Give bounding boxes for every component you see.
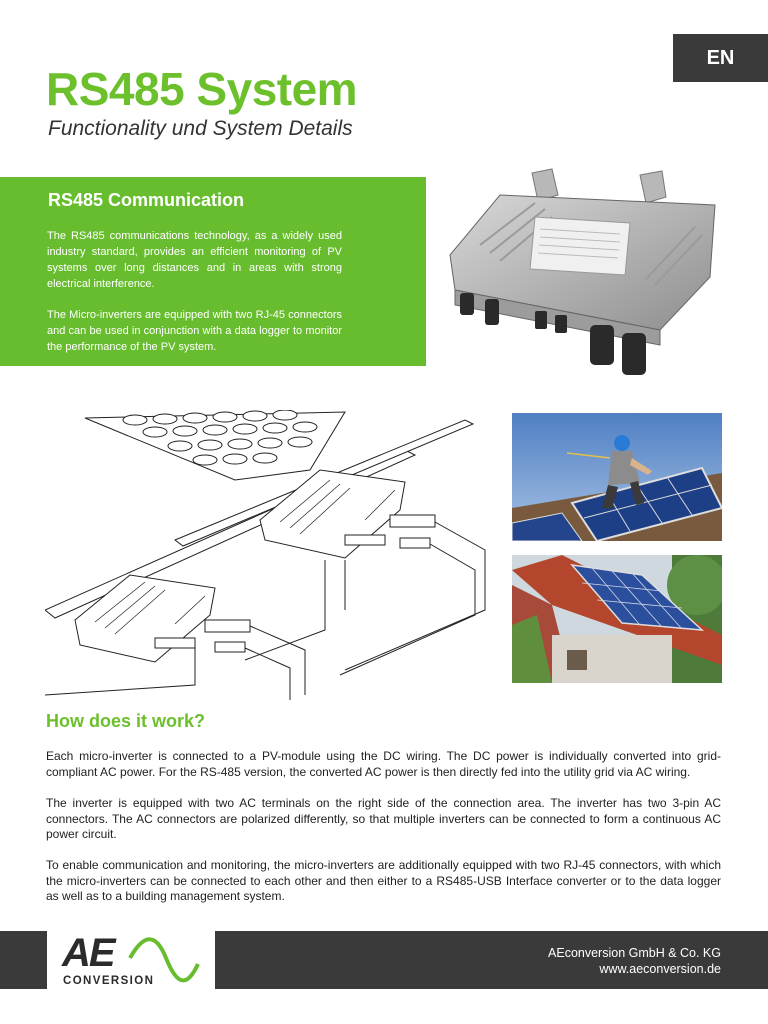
aeconversion-logo xyxy=(58,928,203,992)
how-paragraph-3: To enable communication and monitoring, the micro-inverters are additionally equipped with two RJ-45 connectors, with which the micro-inverters can be connected to each other and then either to a RS485-USB Interface converter or to the data logger as well as to a building management system. xyxy=(46,858,721,903)
page-subtitle: Functionality und System Details xyxy=(48,117,353,140)
installer-on-roof-photo xyxy=(512,413,722,541)
logo-subtext: CONVERSION xyxy=(63,975,155,987)
how-paragraph-1: Each micro-inverter is connected to a PV-module using the DC wiring. The DC power is individually converted into grid-compliant AC power. For the RS-485 version, the converted AC power is then directly fed into the utility grid via AC wiring. xyxy=(46,749,721,779)
logo-text: AE xyxy=(62,931,114,975)
how-does-it-work-heading: How does it work? xyxy=(46,711,206,731)
footer-left-bar xyxy=(0,931,47,989)
footer-company-name: AEconversion GmbH & Co. KG xyxy=(548,946,721,960)
page-title: RS485 System xyxy=(46,63,358,115)
house-with-solar-roof-photo xyxy=(512,555,722,683)
micro-inverter-photo xyxy=(440,165,730,390)
rs485-paragraph-1: The RS485 communications technology, as a widely used industry standard, provides an efficient monitoring of PV systems over long distances and in areas with strong electrical interference. xyxy=(47,230,342,290)
language-badge[interactable]: EN xyxy=(673,34,768,82)
footer-website-link[interactable]: www.aeconversion.de xyxy=(599,962,721,976)
how-paragraph-2: The inverter is equipped with two AC terminals on the right side of the connection area. The inverter has two 3-pin AC connectors. The AC connectors are polarized differently, so that multiple inverters can be connected to form a continuous AC power circuit. xyxy=(46,796,721,841)
footer-right-bar xyxy=(215,931,768,989)
rs485-paragraph-2: The Micro-inverters are equipped with two RJ-45 connectors and can be used in conjunction with a data logger to monitor the performance of the PV system. xyxy=(47,309,342,353)
rs485-communication-heading: RS485 Communication xyxy=(48,190,245,210)
rs485-communication-box xyxy=(0,177,426,366)
installation-diagram xyxy=(45,410,500,700)
